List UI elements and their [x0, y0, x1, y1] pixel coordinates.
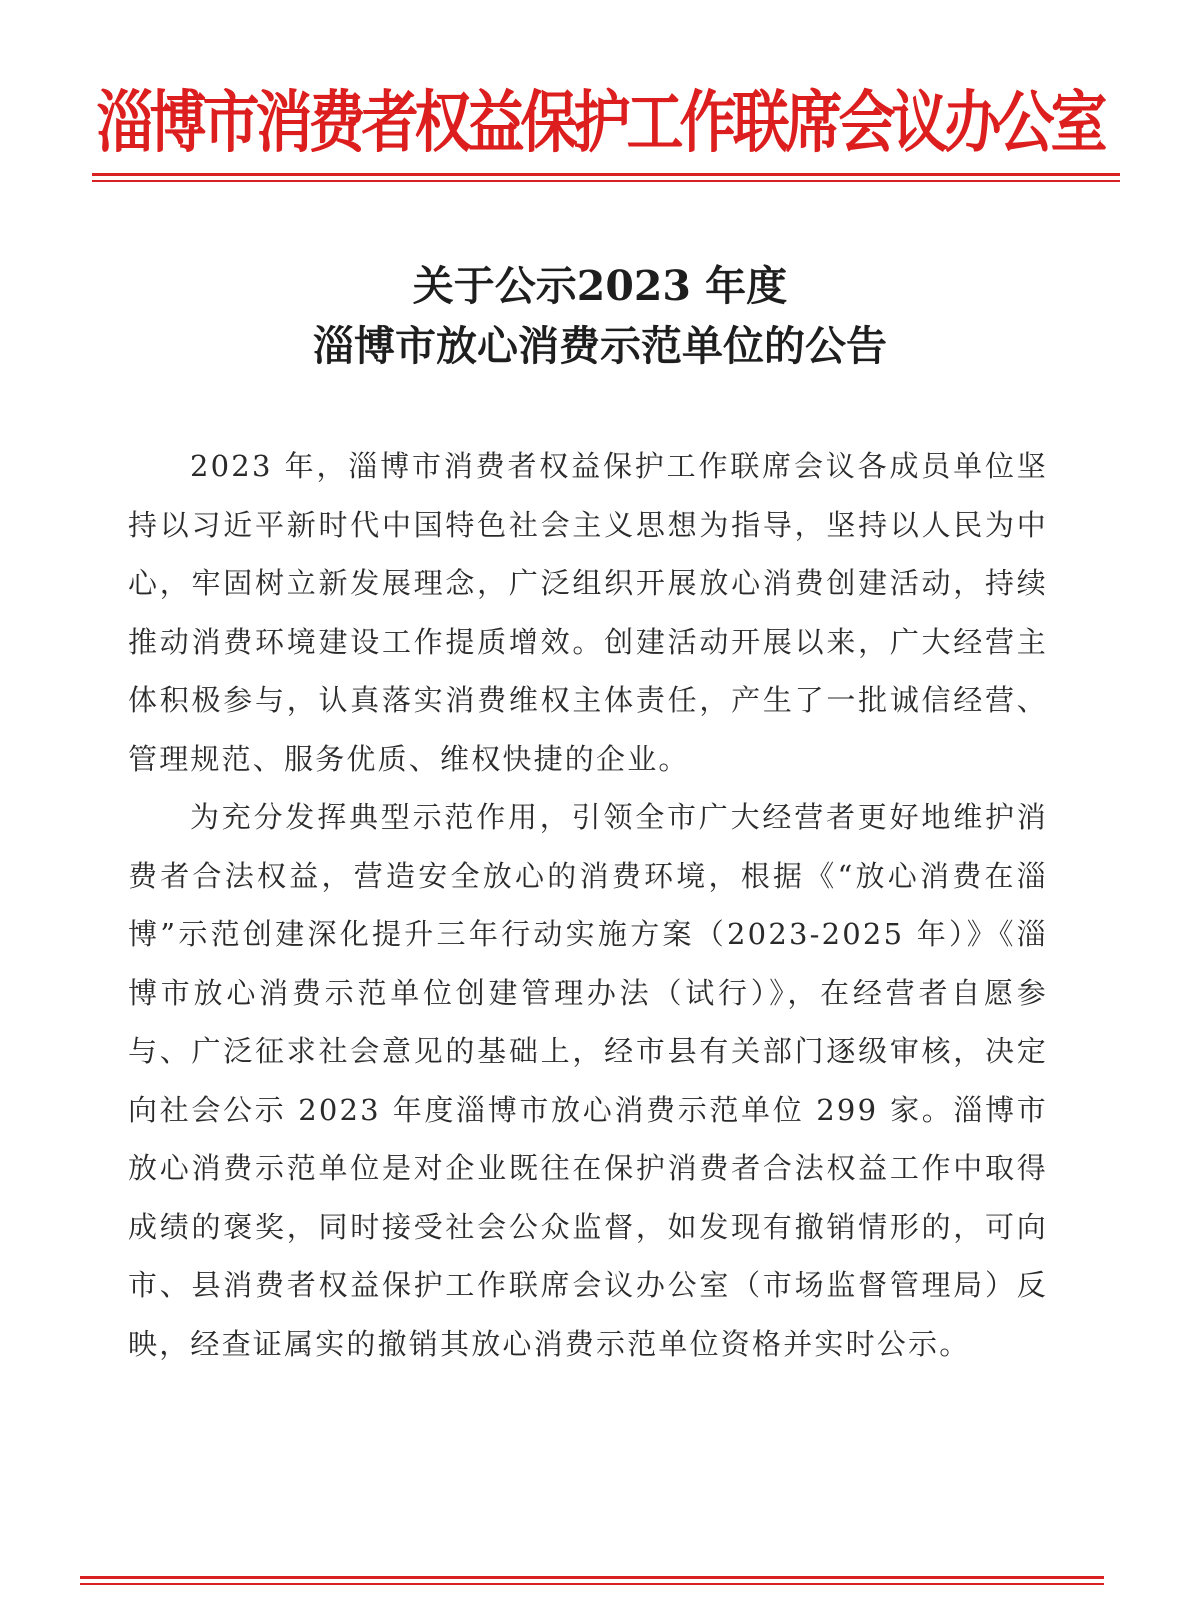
header-red-rule [92, 173, 1120, 176]
body-paragraph-2: 为充分发挥典型示范作用，引领全市广大经营者更好地维护消费者合法权益，营造安全放心的消费环境，根据《“放心消费在淄博”示范创建深化提升三年行动实施方案（2023-2025 年）》《淄博市放心消费示范单位创建管理办法（试行）》，在经营者自愿参与、广泛征求社会意见的基础上，经市县有关部门逐级审核，决定向社会公示 2023 年度淄博市放心消费示范单位 299 家。淄博市放心消费示范单位是对企业既往在保护消费者合法权益工作中取得成绩的褒奖，同时接受社会公众监督，如发现有撤销情形的，可向市、县消费者权益保护工作联席会议办公室（市场监督管理局）反映，经查证属实的撤销其放心消费示范单位资格并实时公示。 [128, 800, 1048, 1361]
notice-title-line-2: 淄博市放心消费示范单位的公告 [313, 322, 887, 370]
footer-red-rule-thin [80, 1583, 1104, 1585]
notice-title-line-1: 关于公示2023 年度 [412, 262, 788, 310]
body-paragraph-1: 2023 年，淄博市消费者权益保护工作联席会议各成员单位坚持以习近平新时代中国特色社会主义思想为指导，坚持以人民为中心，牢固树立新发展理念，广泛组织开展放心消费创建活动，持续推动消费环境建设工作提质增效。创建活动开展以来，广大经营主体积极参与，认真落实消费维权主体责任，产生了一批诚信经营、管理规范、服务优质、维权快捷的企业。 [128, 449, 1048, 776]
header-red-rule-thin [92, 180, 1120, 182]
issuer-header: 淄博市消费者权益保护工作联席会议办公室 [96, 82, 1104, 162]
footer-red-rule [80, 1576, 1104, 1579]
notice-body [128, 437, 1048, 1373]
